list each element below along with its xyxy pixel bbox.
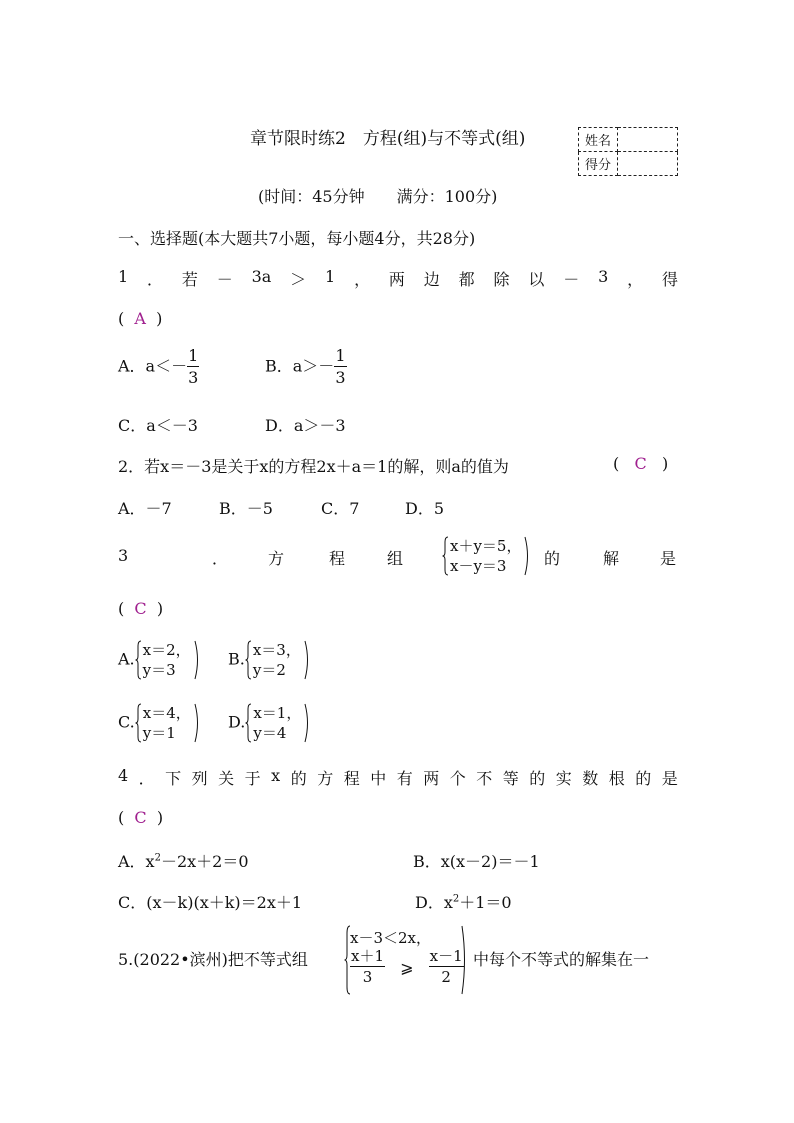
inequality-line: x－3＜2x， <box>350 929 432 947</box>
q4-word: 实 <box>555 769 572 788</box>
numerator: 1 <box>188 346 199 365</box>
q1-word: 以 <box>528 270 545 289</box>
q4-word: 的 <box>290 769 307 788</box>
q1-word: ， <box>627 270 644 289</box>
equation-line: x＝3， <box>252 641 301 659</box>
q4-word: 是 <box>661 769 678 788</box>
q1-word: － <box>563 270 580 289</box>
q3-word: 是 <box>660 549 677 568</box>
option-label: D. <box>228 712 246 732</box>
paren-left: ( <box>118 599 125 618</box>
right-paren-icon <box>194 703 201 743</box>
name-field[interactable] <box>618 128 678 152</box>
q1-word: ， <box>354 270 371 289</box>
q4-word: 列 <box>191 769 208 788</box>
q4-word: 关 <box>218 769 235 788</box>
q1-word: － <box>216 270 233 289</box>
q4-option-d[interactable] <box>415 890 512 913</box>
q2-option-c[interactable]: C．7 <box>321 499 360 518</box>
answer-q4 <box>118 808 163 827</box>
q1-word: 得 <box>661 270 678 289</box>
score-field[interactable] <box>618 152 678 176</box>
q4-word: 的 <box>635 769 652 788</box>
question-5-prefix: 5.(2022•滨州)把不等式组 <box>118 950 308 969</box>
q1-word: 边 <box>423 270 440 289</box>
inequality-system <box>344 925 468 995</box>
q1-word: 除 <box>493 270 510 289</box>
q4-word: 4 <box>118 766 129 785</box>
fraction <box>350 949 385 985</box>
q4-option-b[interactable]: B．x(x－2)＝－1 <box>413 852 540 871</box>
q3-dot: ． <box>212 549 229 568</box>
exam-info: (时间：45分钟 满分：100分) <box>258 187 498 206</box>
q3-word: 程 <box>329 549 346 568</box>
denominator: 3 <box>188 368 199 387</box>
q4-word: 等 <box>502 769 519 788</box>
answer-letter: C <box>134 808 147 827</box>
equation-line: x＝2， <box>142 641 191 659</box>
answer-letter: C <box>134 599 147 618</box>
q3-word: 组 <box>387 549 404 568</box>
q4-word: x <box>271 766 281 785</box>
denominator: 3 <box>362 968 373 986</box>
q1-word: 1 <box>118 267 129 286</box>
q2-option-d[interactable]: D．5 <box>405 499 445 518</box>
left-brace-icon <box>245 640 252 680</box>
denominator: 3 <box>335 368 346 387</box>
numerator: 1 <box>335 346 346 365</box>
q3-word: 解 <box>603 549 620 568</box>
equation-line: y＝1 <box>142 724 176 742</box>
answer-letter: C <box>634 454 647 473</box>
score-label: 得分 <box>579 152 618 176</box>
option-text: ＋1＝0 <box>459 893 512 912</box>
q1-option-c[interactable]: C．a＜－3 <box>118 416 198 435</box>
answer-q1 <box>118 309 162 328</box>
geq-symbol: ⩾ <box>400 957 414 977</box>
q4-word: ． <box>138 769 155 788</box>
superscript: 2 <box>154 852 161 864</box>
q2-option-b[interactable]: B．－5 <box>219 499 273 518</box>
equation-line: y＝3 <box>142 661 176 679</box>
q1-word: ＞ <box>290 270 307 289</box>
option-text: D．x <box>415 893 453 912</box>
q4-word: 于 <box>244 769 261 788</box>
fraction <box>334 348 346 386</box>
right-paren-icon <box>304 703 311 743</box>
q4-word: 根 <box>608 769 625 788</box>
q1-word: 3 <box>598 267 609 286</box>
numerator: x－1 <box>429 947 463 965</box>
paren-left: ( <box>118 808 125 827</box>
equation-system <box>442 536 531 576</box>
q3-number: 3 <box>118 546 129 565</box>
q1-word: ． <box>147 270 164 289</box>
option-label: B. <box>228 649 245 669</box>
option-label: C. <box>118 712 135 732</box>
q4-word: 程 <box>343 769 360 788</box>
q4-word: 不 <box>476 769 493 788</box>
equation-line: y＝2 <box>252 661 286 679</box>
equation-line: y＝4 <box>253 724 287 742</box>
right-paren-icon <box>194 640 201 680</box>
name-score-box <box>578 127 678 176</box>
q4-option-a[interactable] <box>118 849 249 872</box>
q4-word: 的 <box>529 769 546 788</box>
option-text: A．a＜－ <box>118 356 188 376</box>
q4-word: 个 <box>449 769 466 788</box>
option-text: B．a＞－ <box>265 356 335 376</box>
inequality-line-2 <box>350 949 464 985</box>
answer-q3 <box>118 599 163 618</box>
equation-line: x＝4， <box>142 704 191 722</box>
fraction <box>187 348 199 386</box>
paren-left: ( <box>613 454 620 473</box>
q1-word: 3a <box>251 267 272 286</box>
left-brace-icon <box>135 640 142 680</box>
answer-letter: A <box>134 309 146 328</box>
q4-word: 两 <box>423 769 440 788</box>
name-label: 姓名 <box>579 128 618 152</box>
q1-word: 1 <box>325 267 336 286</box>
option-label: A. <box>118 649 135 669</box>
right-paren-icon <box>304 640 311 680</box>
q1-word: 都 <box>458 270 475 289</box>
left-brace-icon <box>135 703 142 743</box>
right-paren-icon <box>461 925 468 995</box>
q3-word: 方 <box>268 549 285 568</box>
denominator: 2 <box>441 968 451 986</box>
superscript: 2 <box>452 893 460 905</box>
q4-word: 方 <box>317 769 334 788</box>
q3-option-c[interactable] <box>118 703 201 743</box>
left-brace-icon <box>442 536 449 576</box>
q3-option-a[interactable] <box>118 640 201 680</box>
q2-option-a[interactable]: A．－7 <box>118 499 172 518</box>
q4-option-c[interactable]: C．(x－k)(x＋k)＝2x＋1 <box>118 893 303 912</box>
question-4-stem <box>118 766 678 789</box>
section-title: 一、选择题(本大题共7小题，每小题4分，共28分) <box>118 229 476 248</box>
equation-line: x＝1， <box>253 704 302 722</box>
q4-word: 有 <box>396 769 413 788</box>
paren-right: ) <box>156 309 163 328</box>
question-5-suffix: 中每个不等式的解集在一 <box>473 950 650 969</box>
paren-left: ( <box>118 309 125 328</box>
q3-option-d[interactable] <box>228 703 311 743</box>
question-2-stem: 2．若x＝－3是关于x的方程2x＋a＝1的解，则a的值为 <box>118 457 509 476</box>
q4-word: 中 <box>370 769 387 788</box>
right-paren-icon <box>524 536 531 576</box>
answer-q2 <box>613 454 668 473</box>
equation-line: x－y＝3 <box>450 557 507 575</box>
equation-line: x＋y＝5， <box>450 537 522 555</box>
q3-word: 的 <box>544 549 561 568</box>
option-text: －2x＋2＝0 <box>160 852 249 871</box>
q1-option-b[interactable] <box>265 348 347 386</box>
q3-option-b[interactable] <box>228 640 311 680</box>
fraction <box>429 949 464 985</box>
q1-option-a[interactable] <box>118 348 199 386</box>
paren-right: ) <box>156 808 164 827</box>
q4-word: 数 <box>582 769 599 788</box>
q4-word: 下 <box>165 769 182 788</box>
page-title: 章节限时练2 方程(组)与不等式(组) <box>250 129 526 149</box>
left-brace-icon <box>245 703 252 743</box>
paren-right: ) <box>662 454 669 473</box>
question-1-stem <box>118 267 678 290</box>
paren-right: ) <box>156 599 164 618</box>
option-text: A．x <box>118 852 155 871</box>
numerator: x＋1 <box>351 947 385 965</box>
q1-word: 两 <box>388 270 405 289</box>
q1-option-d[interactable]: D．a＞－3 <box>265 416 346 435</box>
q1-word: 若 <box>181 270 198 289</box>
